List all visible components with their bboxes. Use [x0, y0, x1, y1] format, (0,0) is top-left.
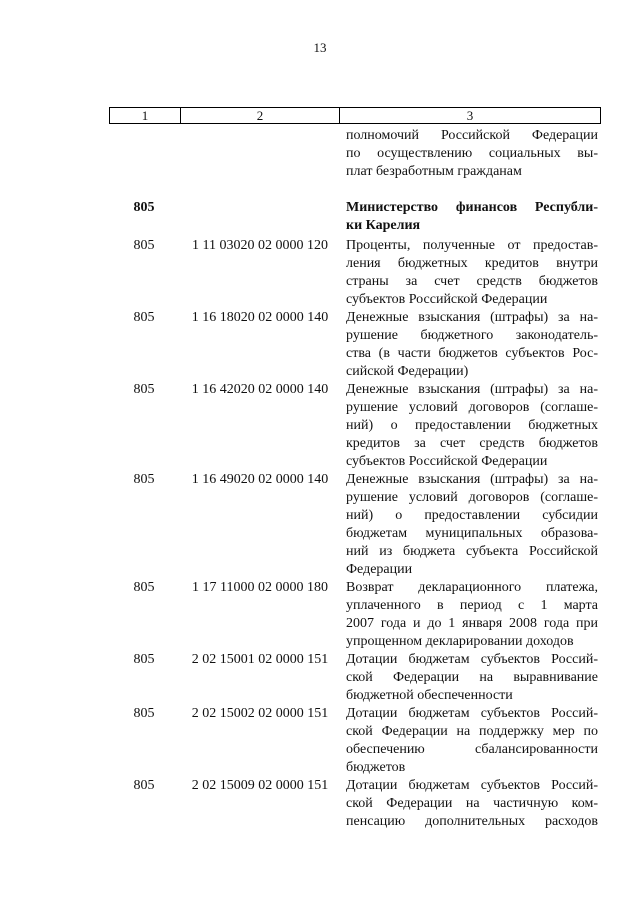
- description-line: Денежные взыскания (штрафы) за на-: [346, 382, 598, 397]
- admin-code-cell: 805: [133, 200, 155, 215]
- description-line: Федерации: [346, 562, 413, 577]
- description-line: Дотации бюджетам субъектов Россий-: [346, 706, 598, 721]
- description-line: по осуществлению социальных вы-: [346, 146, 598, 161]
- description-line: субъектов Российской Федерации: [346, 292, 548, 307]
- admin-code-cell: 805: [133, 580, 155, 595]
- revenue-code-cell: 1 11 03020 02 0000 120: [192, 238, 328, 253]
- description-line: полномочий Российской Федерации: [346, 128, 598, 143]
- admin-code-cell: 805: [133, 778, 155, 793]
- description-line: ства (в части бюджетов субъектов Рос-: [346, 346, 598, 361]
- description-line: Дотации бюджетам субъектов Россий-: [346, 652, 598, 667]
- description-line: Денежные взыскания (штрафы) за на-: [346, 310, 598, 325]
- description-line: пенсацию дополнительных расходов: [346, 814, 598, 829]
- revenue-code-cell: 2 02 15009 02 0000 151: [191, 778, 329, 793]
- description-line: упрощенном декларировании доходов: [346, 634, 574, 649]
- description-line: ской Федерации на поддержку мер по: [346, 724, 598, 739]
- admin-code-cell: 805: [133, 238, 155, 253]
- column-header-3: 3: [466, 107, 474, 123]
- description-line: страны за счет средств бюджетов: [346, 274, 598, 289]
- description-line: ний из бюджета субъекта Российской: [346, 544, 598, 559]
- revenue-code-cell: 1 16 18020 02 0000 140: [191, 310, 329, 325]
- description-line: субъектов Российской Федерации: [346, 454, 548, 469]
- revenue-code-cell: 1 16 42020 02 0000 140: [191, 382, 329, 397]
- description-line: Министерство финансов Республи-: [346, 200, 598, 215]
- description-line: Денежные взыскания (штрафы) за на-: [346, 472, 598, 487]
- revenue-code-cell: 2 02 15001 02 0000 151: [191, 652, 329, 667]
- admin-code-cell: 805: [133, 310, 155, 325]
- description-line: сийской Федерации): [346, 364, 469, 379]
- description-line: ской Федерации на выравнивание: [346, 670, 598, 685]
- revenue-code-cell: 2 02 15002 02 0000 151: [191, 706, 329, 721]
- description-line: ний) о предоставлении бюджетных: [346, 418, 598, 433]
- revenue-code-cell: 1 17 11000 02 0000 180: [192, 580, 328, 595]
- description-line: бюджетной обеспеченности: [346, 688, 513, 703]
- description-line: обеспечению сбалансированности: [346, 742, 598, 757]
- admin-code-cell: 805: [133, 652, 155, 667]
- description-line: бюджетам муниципальных образова-: [346, 526, 598, 541]
- description-line: рушение условий договоров (соглаше-: [346, 490, 598, 505]
- description-line: рушение бюджетного законодатель-: [346, 328, 598, 343]
- description-line: плат безработным гражданам: [346, 164, 522, 179]
- description-line: ки Карелия: [346, 218, 421, 233]
- description-line: уплаченного в период с 1 марта: [346, 598, 598, 613]
- admin-code-cell: 805: [133, 472, 155, 487]
- revenue-code-cell: 1 16 49020 02 0000 140: [191, 472, 329, 487]
- description-line: 2007 года и до 1 января 2008 года при: [346, 616, 598, 631]
- description-line: ской Федерации на частичную ком-: [346, 796, 598, 811]
- description-line: бюджетов: [346, 760, 406, 775]
- admin-code-cell: 805: [133, 382, 155, 397]
- description-line: ления бюджетных кредитов внутри: [346, 256, 598, 271]
- page-number: 13: [313, 40, 327, 55]
- description-line: Дотации бюджетам субъектов Россий-: [346, 778, 598, 793]
- description-line: кредитов за счет средств бюджетов: [346, 436, 598, 451]
- description-line: Возврат декларационного платежа,: [346, 580, 598, 595]
- admin-code-cell: 805: [133, 706, 155, 721]
- description-line: рушение условий договоров (соглаше-: [346, 400, 598, 415]
- description-line: Проценты, полученные от предостав-: [346, 238, 598, 253]
- column-header-1: 1: [110, 108, 181, 123]
- column-header-2: 2: [181, 108, 340, 123]
- description-line: ний) о предоставлении субсидии: [346, 508, 598, 523]
